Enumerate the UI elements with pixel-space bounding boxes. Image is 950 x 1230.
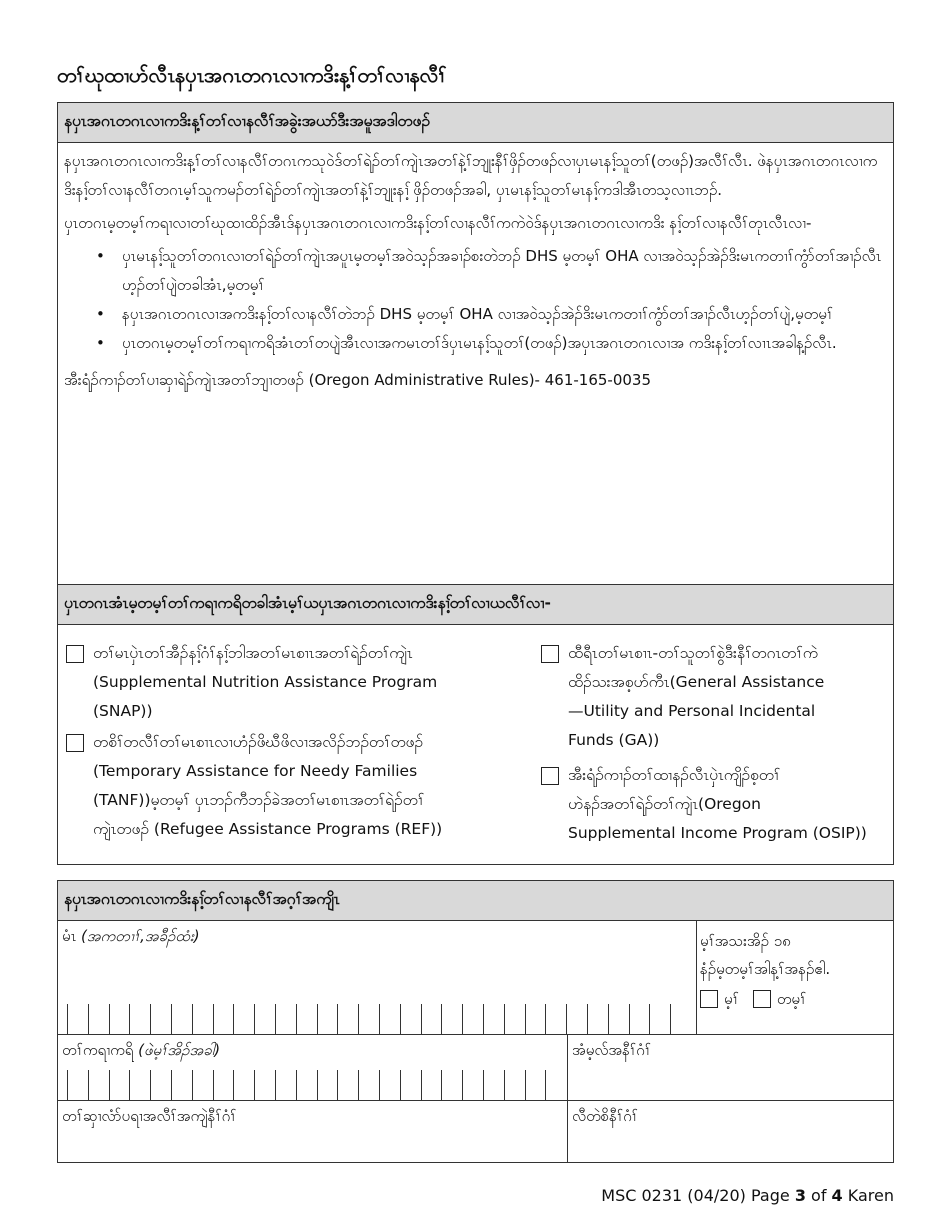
comb-cell — [88, 1070, 109, 1100]
comb-cell — [337, 1004, 358, 1034]
comb-cell — [525, 1004, 546, 1034]
program-tanf-ref: တစိၢ်တလီၢ်တၢ်မၤစၢၤလၢဟံၣ်ဖိဃီဖိလၢအလိၣ်ဘၣ်တၢ်တဖၣ် (Temporary Assistance for Needy Families (TANF))မ့တမ့ၢ် ပှၤဘၣ်ကီဘၣ်ခဲအတၢ်မၤစၢၤအတၢ်ရဲၣ်တၢ် ကျဲၤတဖၣ် (Refugee Assistance Programs (REF)) — [66, 728, 534, 844]
comb-cell — [379, 1004, 400, 1034]
comb-cell — [192, 1070, 213, 1100]
rights-header: နပှၤအဂၤတဂၤလၢကဒိးန့ၢ်တၢ်လၢနလီၢ်အခွဲးအယာ်ဒီးအမူအဒါတဖၣ် — [58, 103, 893, 143]
representative-info-header: နပှၤအဂၤတဂၤလၢကဒိးနၢ့်တၢ်လၢနလီၢ်အဂ့ၢ်အကျိၤ — [58, 881, 893, 921]
contact-row — [58, 1101, 893, 1162]
comb-cell — [462, 1004, 483, 1034]
comb-cell — [421, 1004, 442, 1034]
comb-cell — [150, 1070, 171, 1100]
comb-cell — [670, 1004, 691, 1034]
rights-paragraph-2: ပှၤတဂၤမ့တမ့ၢ်ကရၢလၢတၢ်ဃုထၢထိၣ်အီၤဒ်နပှၤအဂၤတဂၤလၢကဒိးနၢ့်တၢ်လၢနလီၢ်ကကဲဝဲဒ်နပှၤအဂၤတဂၤလၢကဒိး နၢ့်တၢ်လၢနလီၢ်တုၤလီၤလၢ- — [64, 214, 812, 232]
age-no-checkbox[interactable] — [753, 990, 771, 1008]
rights-bullet-1: • ပှၤမၤနၢ့်သူတၢ်တဂၤလၢတၢ်ရဲၣ်တၢ်ကျဲၤအပူၤမ့တမ့ၢ်အဝဲသ့ၣ်အခၢၣ်စးတဲဘၣ် DHS မ့တမ့ၢ် OHA လၢအဝဲသ့ၣ်အဲၣ်ဒိးမၤကတၢၢ်ကွံာ်တၢ်အၢၣ်လီၤဟ့ၣ်တၢ်ပျဲတခါအံၤ,မ့တမ့ၢ် — [64, 242, 887, 300]
ga-checkbox[interactable] — [541, 645, 559, 663]
programs-left-column — [66, 639, 534, 846]
comb-cell — [608, 1004, 629, 1034]
comb-cell — [483, 1004, 504, 1034]
rights-section — [57, 102, 894, 865]
comb-cell — [649, 1004, 670, 1034]
comb-cell — [171, 1004, 192, 1034]
comb-cell — [462, 1070, 483, 1100]
page-footer: MSC 0231 (04/20) Page 3 of 4 Karen — [601, 1186, 894, 1205]
comb-cell — [317, 1070, 338, 1100]
comb-cell — [129, 1070, 150, 1100]
comb-cell — [317, 1004, 338, 1034]
comb-cell — [379, 1070, 400, 1100]
email-label: တၢ်ဆှၢလံာ်ပရၢအလီၢ်အကျဲနီၢ်ဂံၢ် — [62, 1107, 237, 1125]
comb-cell — [275, 1004, 296, 1034]
fax-label: လီတဲစိနီၢ်ဂံၢ် — [572, 1107, 638, 1125]
rights-bullet-list — [64, 242, 887, 358]
comb-cell — [150, 1004, 171, 1034]
address-label: တၢ်ကရၢကရိ (ဖဲမ့ၢ်အိၣ်အခါ) — [62, 1041, 221, 1059]
comb-cell — [109, 1004, 130, 1034]
name-row — [58, 921, 893, 1035]
rights-info — [58, 143, 893, 585]
comb-cell — [254, 1070, 275, 1100]
comb-cell — [504, 1004, 525, 1034]
comb-cell — [629, 1004, 650, 1034]
age-question: မ့ၢ်အသးအိၣ် ၁၈ နံၣ်မ့တမ့ၢ်အါန့ၢ်အနၣ်ဧါ. မ့ၢ် တမ့ၢ် — [700, 927, 830, 1013]
comb-cell — [296, 1004, 317, 1034]
comb-cell — [504, 1070, 525, 1100]
comb-cell — [88, 1004, 109, 1034]
rights-bullet-2: • နပှၤအဂၤတဂၤလၢအကဒိးနၢ့်တၢ်လၢနလီၢ်တဲဘၣ် DHS မ့တမ့ၢ် OHA လၢအဝဲသ့ၣ်အဲၣ်ဒိးမၤကတၢၢ်ကွံာ်တၢ်အၢၣ်လီၤဟ့ၣ်တၢ်ပျဲ,မ့တမ့ၢ် — [64, 300, 887, 329]
comb-cell — [441, 1070, 462, 1100]
age-yes-label: မ့ၢ် — [724, 990, 739, 1008]
snap-checkbox[interactable] — [66, 645, 84, 663]
program-osip: အီးရံၣ်ကၢၣ်တၢ်ထၢနၣ်လီၤပှဲၤကျိၣ်စ့တၢ် ဟဲနၣ်အတၢ်ရဲၣ်တၢ်ကျဲၤ(Oregon Supplemental Income Program (OSIP)) — [541, 761, 891, 848]
comb-cell — [67, 1004, 88, 1034]
address-row — [58, 1035, 893, 1101]
representative-info-section — [57, 880, 894, 1163]
comb-cell — [358, 1004, 379, 1034]
comb-cell — [109, 1070, 130, 1100]
address-input-comb[interactable] — [67, 1070, 566, 1100]
comb-cell — [400, 1004, 421, 1034]
programs-right-column — [541, 639, 891, 850]
programs-header: ပှၤတဂၤအံၤမ့တမ့ၢ်တၢ်ကရၢကရိတခါအံၤမ့ၢ်ယပှၤအဂၤတဂၤလၢကဒိးနၢ့်တၢ်လၢယလီၢ်လၢ- — [58, 585, 893, 625]
comb-cell — [213, 1070, 234, 1100]
comb-cell — [213, 1004, 234, 1034]
comb-cell — [337, 1070, 358, 1100]
comb-cell — [192, 1004, 213, 1034]
program-snap: တၢ်မၤပှဲၤတၢ်အီၣ်နၢ့်ဂံၢ်နၢ့်ဘါအတၢ်မၤစၢၤအတၢ်ရဲၣ်တၢ်ကျဲၤ (Supplemental Nutrition Assistance Program (SNAP)) — [66, 639, 534, 726]
comb-cell — [233, 1004, 254, 1034]
osip-checkbox[interactable] — [541, 767, 559, 785]
comb-cell — [275, 1070, 296, 1100]
rights-paragraph-1: နပှၤအဂၤတဂၤလၢကဒိးန့ၢ်တၢ်လၢနလီၢ်တဂၤကသုဝဲဒ်တၢ်ရဲၣ်တၢ်ကျဲၤအတၢ်နဲ့ၢ်ဘျုးနီၢ်ဖှိၣ်တဖၣ်လၢပှၤမၤနၢ့်သူတၢ်(တဖၣ်)အလီၢ်လီၤ. ဖဲနပှၤအဂၤတဂၤလၢကဒိးနၢ့်တၢ်လၢနလီၢ်တဂၤမ့ၢ်သူကမၣ်တၢ်ရဲၣ်တၢ်ကျဲၤအတၢ်နဲ့ၢ်ဘျုးနၢ့် ဖှိၣ်တဖၣ်အခါ, ပှၤမၤနၢ့်သူတၢ်မၤနၢ့်ကဒါအီၤတသ့လၢၤဘၣ်. — [64, 152, 878, 199]
tanf-checkbox[interactable] — [66, 734, 84, 752]
comb-cell — [67, 1070, 88, 1100]
programs-area — [58, 625, 893, 864]
comb-cell — [233, 1070, 254, 1100]
comb-cell — [296, 1070, 317, 1100]
phone-label: အံမ့လ်အနီၢ်ဂံၢ် — [572, 1041, 651, 1059]
comb-cell — [129, 1004, 150, 1034]
comb-cell — [525, 1070, 546, 1100]
bullet-icon: • — [96, 247, 105, 265]
name-label: မံၤ (အကတၢၢ်,အခီၣ်ထံး) — [62, 927, 200, 945]
comb-cell — [358, 1070, 379, 1100]
divider — [567, 1035, 568, 1100]
comb-cell — [545, 1070, 566, 1100]
comb-cell — [566, 1004, 587, 1034]
comb-cell — [441, 1004, 462, 1034]
comb-cell — [587, 1004, 608, 1034]
divider — [696, 921, 697, 1034]
rights-bullet-3: • ပှၤတဂၤမ့တမ့ၢ်တၢ်ကရၢကရိအံၤတၢ်တပျဲအီၤလၢအကမၤတၢ်ဒ်ပှၤမၤနၢ့်သူတၢ်(တဖၣ်)အပှၤအဂၤတဂၤလၢအ ကဒိးနၢ့်တၢ်လၢၤအခါန့ၣ်လီၤ. — [64, 329, 887, 358]
bullet-icon: • — [96, 334, 105, 352]
age-yes-checkbox[interactable] — [700, 990, 718, 1008]
bullet-icon: • — [96, 305, 105, 323]
comb-cell — [545, 1004, 566, 1034]
comb-cell — [400, 1070, 421, 1100]
name-input-comb[interactable] — [67, 1004, 691, 1034]
age-no-label: တမ့ၢ် — [776, 990, 807, 1008]
rule-reference: အီးရံၣ်ကၢၣ်တၢ်ပၢဆှၢရဲၣ်ကျဲၤအတၢ်ဘျၢတဖၣ် (Oregon Administrative Rules)- 461-165-0035 — [64, 371, 651, 389]
comb-cell — [421, 1070, 442, 1100]
comb-cell — [254, 1004, 275, 1034]
comb-cell — [171, 1070, 192, 1100]
comb-cell — [483, 1070, 504, 1100]
program-ga: ထီရီၤတၢ်မၤစၢၤ-တၢ်သူတၢ်စွဲဒီးနီၢ်တဂၤတၢ်ကဲ ထိၣ်သးအစ့ဟ်ကီၤ(General Assistance —Utility and Personal Incidental Funds (GA)) — [541, 639, 891, 755]
page-title: တၢ်ဃုထၢဟ်လီၤနပှၤအဂၤတဂၤလၢကဒိးန့ၢ်တၢ်လၢနလီၢ် — [57, 63, 447, 87]
divider — [567, 1101, 568, 1162]
